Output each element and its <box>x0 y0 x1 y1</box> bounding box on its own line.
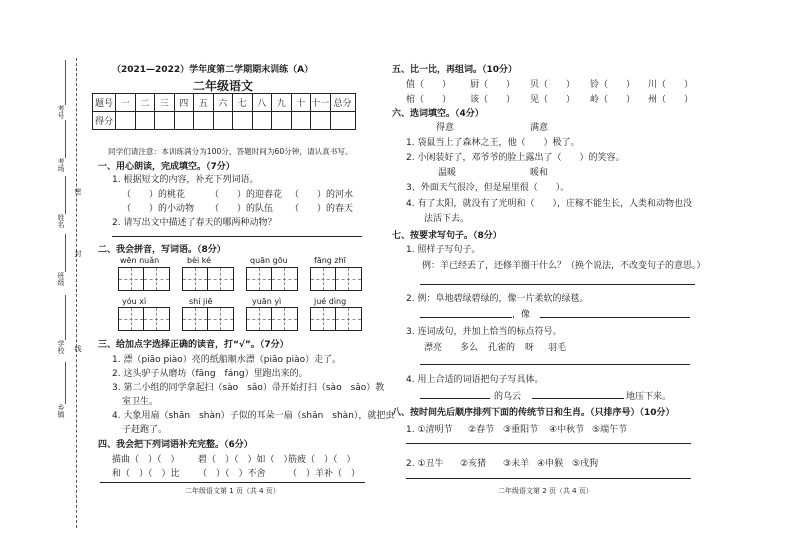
s5-r2-c: 见（ ） <box>530 95 576 105</box>
s1-q1: 1. 根据短文的内容，补充下列词语。 <box>112 175 259 185</box>
pinyin: quān gōu <box>250 256 288 265</box>
left-bottom-rule <box>100 482 365 483</box>
s3-l2: 2. 这头驴子从磨坊（fāng fáng）里跑出来的。 <box>112 369 308 379</box>
score-head-cell: 五 <box>194 94 214 112</box>
s7-answer-line-1[interactable] <box>420 284 695 285</box>
notice: 同学们请注意：本训练满分为100分，答题时间为60分钟，请认真书写。 <box>108 147 353 156</box>
s1-answer-line[interactable] <box>112 236 362 237</box>
s5-r2-e: 州（ ） <box>648 95 694 105</box>
score-cell[interactable] <box>174 112 194 130</box>
s7-answer-line-3[interactable] <box>420 364 690 365</box>
section8-title: 八、按时间先后顺序排列下面的传统节日和生肖。（只排序号）（10分） <box>392 408 675 418</box>
s7-answer-line-4b[interactable] <box>532 398 624 399</box>
section2-title: 二、我会拼音，写词语。（8分） <box>98 245 226 255</box>
s3-l3: 3. 第二小组的同学拿起扫（sào sǎo）帚开始打扫（sào sǎo）教 <box>112 383 385 393</box>
s1-r1-c: （ ）的河水 <box>290 190 354 200</box>
name-line <box>65 176 66 214</box>
seal-label-2: 线 <box>74 345 82 352</box>
pinyin: wēn nuǎn <box>120 256 160 265</box>
section5-title: 五、比一比，再组词。（10分） <box>392 65 518 75</box>
s7-answer-line-2a[interactable] <box>420 317 512 318</box>
score-cell[interactable] <box>213 112 233 130</box>
seal-label-1: 密 <box>74 188 82 195</box>
writing-box[interactable] <box>118 267 170 291</box>
score-cell[interactable] <box>291 112 311 130</box>
writing-box[interactable] <box>118 307 170 331</box>
score-head-cell: 十 <box>291 94 311 112</box>
class-label: 班级 <box>57 272 65 286</box>
score-cell[interactable] <box>155 112 175 130</box>
s6-q2: 2. 小闲装好了，邓爷爷的脸上露出了（ ）的笑容。 <box>406 153 625 163</box>
score-cell[interactable] <box>311 112 331 130</box>
school-line <box>65 295 66 340</box>
class-line <box>65 234 66 272</box>
score-head-cell: 六 <box>213 94 233 112</box>
s1-q2: 2. 请写出文中描述了春天的哪两种动物？ <box>112 218 277 228</box>
s8-q2-b: ②亥猪 <box>460 459 487 469</box>
s8-q1-d: ④中秋节 <box>549 425 585 435</box>
score-head-cell: 十一 <box>311 94 331 112</box>
s6-word: 温暖 <box>438 168 457 178</box>
binding-line <box>76 58 77 528</box>
score-cell[interactable] <box>252 112 272 130</box>
section1-title: 一、用心朗读，完成填空。（7分） <box>98 162 235 172</box>
s6-q4: 4. 有了太阳，就没有了光明和（ ），庄稼不能生长，人类和动物也没 <box>406 199 692 209</box>
score-cell[interactable] <box>194 112 214 130</box>
s8-q2-c: ③未羊 <box>503 459 530 469</box>
s6-q1: 1. 袋鼠当上了森林之王，他（ ）极了。 <box>406 138 580 148</box>
name-label: 姓名 <box>57 214 65 228</box>
score-cell[interactable] <box>116 112 136 130</box>
s4-r1-c: 筋疲（ ）（ ） <box>288 455 356 465</box>
s7-q4c: 地压下来。 <box>626 392 672 402</box>
pinyin: shí jiē <box>189 297 213 306</box>
left-page-footer: 二年级语文第 1 页（共 4 页） <box>185 487 280 495</box>
exam-title: （2021—2022）学年度第二学期期末训练（A） <box>112 65 314 75</box>
s3-l1: 1. 漂（piāo piào）亮的纸船顺水漂（piāo piào）走了。 <box>112 355 342 365</box>
score-table <box>92 93 356 130</box>
right-page-footer: 二年级语文第 2 页（共 4 页） <box>498 487 593 495</box>
s6-word: 满意 <box>530 123 549 133</box>
writing-box[interactable] <box>182 267 234 291</box>
s1-r1-a: （ ）的桃花 <box>122 190 186 200</box>
s4-r1-a: 描曲（ ）（ ） <box>112 455 180 465</box>
score-cell[interactable] <box>272 112 292 130</box>
s7-q1: 1. 照样子写句子。 <box>406 245 481 255</box>
s5-r2-b: 该（ ） <box>470 95 516 105</box>
s5-r1-b: 厨（ ） <box>470 80 516 90</box>
s1-r2-c: （ ）的春天 <box>290 204 354 214</box>
town-line <box>65 362 66 404</box>
score-head-cell: 题号 <box>93 94 116 112</box>
section4-title: 四、我会把下列词语补充完整。（6分） <box>98 440 253 450</box>
pinyin: yóu xì <box>122 297 147 306</box>
s7-word: 孔雀的 <box>488 343 516 353</box>
writing-box[interactable] <box>310 267 362 291</box>
pinyin: bèi ké <box>187 256 212 265</box>
section6-title: 六、选词填空。（4分） <box>392 109 484 119</box>
s8-q2-a: 2. ①丑牛 <box>406 459 444 469</box>
s7-answer-line-2b[interactable] <box>540 317 690 318</box>
s7-q2b: ，像 <box>512 310 531 320</box>
s1-r1-b: （ ）的迎春花 <box>210 190 283 200</box>
s5-r2-d: 岭（ ） <box>590 95 636 105</box>
school-label: 学校 <box>57 340 65 354</box>
room-line <box>65 120 66 158</box>
score-head-cell: 一 <box>116 94 136 112</box>
s7-word: 漂亮 <box>424 343 443 353</box>
score-head-cell: 三 <box>155 94 175 112</box>
section7-title: 七、按要求写句子。（8分） <box>392 231 502 241</box>
score-head-cell: 四 <box>174 94 194 112</box>
score-row-label: 得分 <box>93 112 116 130</box>
s7-word: 羽毛 <box>548 343 567 353</box>
s8-q1-c: ③重阳节 <box>503 425 539 435</box>
seal-label-3: 封 <box>74 250 82 257</box>
score-head-cell: 九 <box>272 94 292 112</box>
s7-q3: 3. 连词成句，并加上恰当的标点符号。 <box>406 327 562 337</box>
s5-r1-c: 贝（ ） <box>530 80 576 90</box>
s6-q4b: 法活下去。 <box>424 214 470 224</box>
score-head-cell: 二 <box>135 94 155 112</box>
writing-box[interactable] <box>182 307 234 331</box>
s1-r2-b: （ ）的队伍 <box>210 204 274 214</box>
s3-l4: 4. 大象用扇（shān shàn）子似的耳朵一扇（shān shàn），就把虫 <box>112 411 395 421</box>
writing-box[interactable] <box>310 307 362 331</box>
s5-r2-a: 棺（ ） <box>406 95 452 105</box>
s8-q2-d: ④申猴 <box>537 459 564 469</box>
s4-r2-b: （ ）（ ）不舍 <box>198 469 266 479</box>
exam-subtitle: 二年级语文 <box>193 79 254 93</box>
s5-r1-a: 值（ ） <box>406 80 452 90</box>
s5-r1-d: 铃（ ） <box>590 80 636 90</box>
score-cell[interactable] <box>233 112 253 130</box>
score-head-cell: 总分 <box>330 94 355 112</box>
s8-q2-e: ⑤戌狗 <box>572 459 599 469</box>
writing-box[interactable] <box>246 307 298 331</box>
s7-word: 呀 <box>525 343 535 353</box>
score-cell[interactable] <box>135 112 155 130</box>
s4-r2-a: 和（ ）（ ）比 <box>112 469 180 479</box>
s6-word: 暖和 <box>530 168 549 178</box>
s7-example: 例：羊已经丢了，还修羊圈干什么？（换个说法，不改变句子的意思。） <box>422 261 706 271</box>
s8-answer-line-1[interactable] <box>406 443 691 444</box>
s1-r2-a: （ ）的小动物 <box>122 204 195 214</box>
s8-q1-b: ②春节 <box>468 425 495 435</box>
s6-q3: 3、外面天气很冷，但是屋里很（ ）。 <box>406 183 570 193</box>
s8-q1-a: 1. ①清明节 <box>406 425 453 435</box>
exam-no-label: 考号 <box>57 105 65 119</box>
s8-answer-line-2[interactable] <box>406 478 691 479</box>
pinyin: jué dìng <box>314 297 347 306</box>
town-label: 乡镇 <box>57 404 65 418</box>
score-cell[interactable] <box>330 112 355 130</box>
s4-r2-c: （ ）羊补（ ） <box>288 469 361 479</box>
s5-r1-e: 川（ ） <box>648 80 694 90</box>
s3-l3b: 室卫生。 <box>122 397 159 407</box>
s7-answer-line-4a[interactable] <box>420 398 490 399</box>
room-label: 考场 <box>57 158 65 172</box>
score-head-cell: 七 <box>233 94 253 112</box>
s4-r1-b: 碧（ ）（ ）如（ ） <box>198 455 293 465</box>
writing-box[interactable] <box>246 267 298 291</box>
s6-word: 得意 <box>436 123 455 133</box>
s7-word: 多么 <box>460 343 479 353</box>
score-head-cell: 八 <box>252 94 272 112</box>
s8-q1-e: ⑤端午节 <box>592 425 628 435</box>
s3-l4b: 子赶跑了。 <box>122 425 168 435</box>
s7-q4: 4. 用上合适的词语把句子写具体。 <box>406 375 544 385</box>
pinyin: fāng zhī <box>314 256 346 265</box>
exam-no-line <box>65 60 66 105</box>
s7-q2: 2. 例：阜地碧绿碧绿的，像一片柔软的绿毯。 <box>406 294 589 304</box>
s7-q4b: 的乌云 <box>494 392 522 402</box>
section3-title: 三、给加点字选择正确的读音，打“√”。（7分） <box>98 340 289 350</box>
pinyin: yuān yì <box>252 297 282 306</box>
